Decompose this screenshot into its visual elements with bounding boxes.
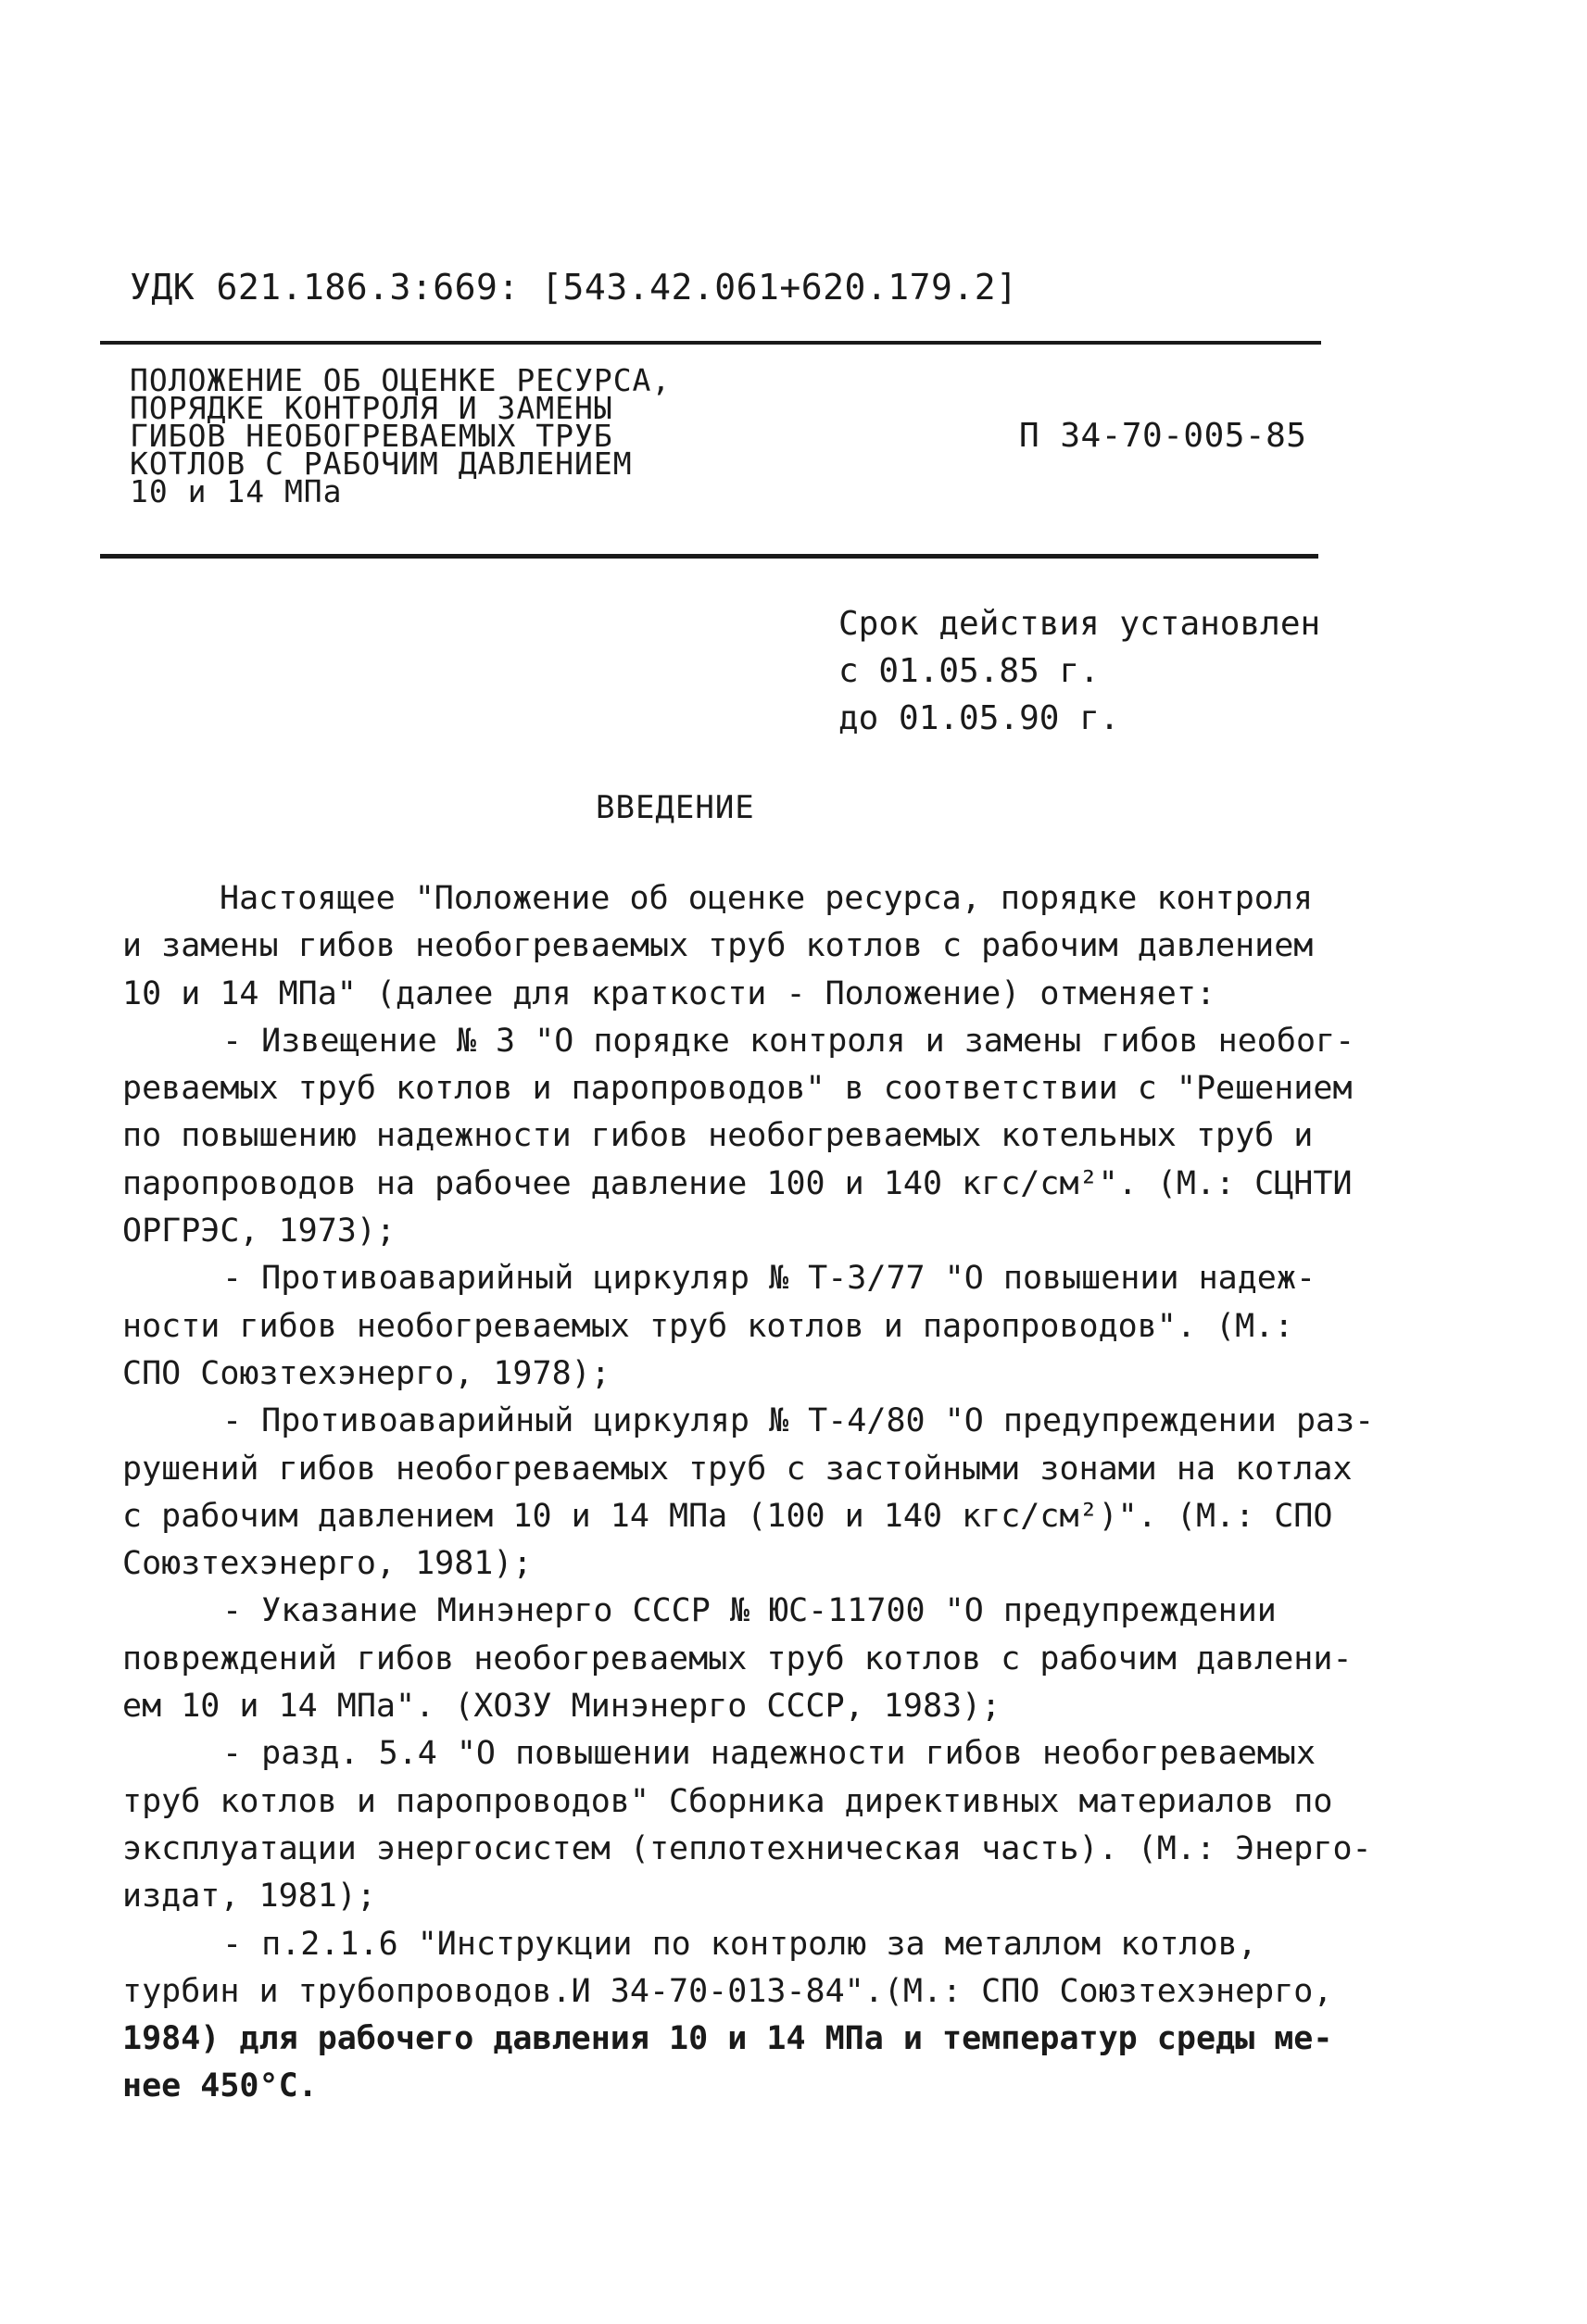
body-line: эксплуатации энергосистем (теплотехническая часть). (М.: Энерго- (122, 1829, 1372, 1867)
body-line: издат, 1981); (122, 1878, 376, 1916)
body-line: - Извещение № 3 "О порядке контроля и замены гибов необог- (222, 1022, 1355, 1060)
body-line: - Противоаварийный циркуляр № Т-3/77 "О повышении надеж- (222, 1260, 1316, 1298)
body-line: турбин и трубопроводов.И 34-70-013-84".(М.: СПО Союзтехэнерго, (122, 1972, 1333, 2010)
body-line: ем 10 и 14 МПа". (ХОЗУ Минэнерго СССР, 1983); (122, 1688, 1001, 1726)
validity-to: до 01.05.90 г. (838, 699, 1120, 737)
body-line: нее 450°С. (122, 2067, 318, 2105)
body-line: рушений гибов необогреваемых труб с застойными зонами на котлах (122, 1450, 1353, 1488)
body-line: ности гибов необогреваемых труб котлов и паропроводов". (М.: (122, 1307, 1294, 1345)
bottom-divider (100, 554, 1318, 559)
body-text (122, 875, 1375, 2111)
body-line: и замены гибов необогреваемых труб котлов с рабочим давлением (122, 927, 1314, 965)
body-line: Союзтехэнерго, 1981); (122, 1545, 533, 1583)
body-line: - Указание Минэнерго СССР № ЮС-11700 "О предупреждении (222, 1592, 1277, 1630)
title-line: КОТЛОВ С РАБОЧИМ ДАВЛЕНИЕМ (130, 446, 633, 482)
top-divider (100, 341, 1321, 345)
body-line: Настоящее "Положение об оценке ресурса, порядке контроля (220, 880, 1314, 917)
body-line: СПО Союзтехэнерго, 1978); (122, 1354, 611, 1392)
body-line: - Противоаварийный циркуляр № Т-4/80 "О предупреждении раз- (222, 1402, 1375, 1440)
validity-period (838, 600, 1320, 742)
validity-from: с 01.05.85 г. (838, 652, 1100, 690)
title-line: 10 и 14 МПа (130, 473, 343, 509)
body-line: паропроводов на рабочее давление 100 и 140 кгс/см²". (М.: СЦНТИ (122, 1164, 1353, 1202)
body-line: - п.2.1.6 "Инструкции по контролю за металлом котлов, (222, 1925, 1257, 1963)
title-line: ПОЛОЖЕНИЕ ОБ ОЦЕНКЕ РЕСУРСА, (130, 362, 672, 398)
document-code: П 34-70-005-85 (1019, 417, 1307, 455)
body-line: с рабочим давлением 10 и 14 МПа (100 и 140 кгс/см²)". (М.: СПО (122, 1497, 1333, 1535)
body-line: 1984) для рабочего давления 10 и 14 МПа и температур среды ме- (122, 2020, 1333, 2058)
body-line: 10 и 14 МПа" (далее для краткости - Положение) отменяет: (122, 974, 1216, 1012)
title-line: ПОРЯДКЕ КОНТРОЛЯ И ЗАМЕНЫ (130, 390, 613, 426)
section-heading: ВВЕДЕНИЕ (596, 789, 755, 826)
body-line: ОРГРЭС, 1973); (122, 1212, 397, 1250)
body-line: труб котлов и паропроводов" Сборника директивных материалов по (122, 1782, 1333, 1820)
body-line: по повышению надежности гибов необогреваемых котельных труб и (122, 1117, 1314, 1155)
body-line: реваемых труб котлов и паропроводов" в соответствии с "Решением (122, 1070, 1353, 1108)
validity-label: Срок действия установлен (838, 605, 1321, 643)
body-line: - разд. 5.4 "О повышении надежности гибов необогреваемых (222, 1735, 1316, 1773)
udk-code: УДК 621.186.3:669: [543.42.061+620.179.2] (130, 267, 1018, 308)
document-title (130, 362, 672, 509)
body-line: повреждений гибов необогреваемых труб котлов с рабочим давлени- (122, 1639, 1353, 1677)
title-line: ГИБОВ НЕОБОГРЕВАЕМЫХ ТРУБ (130, 418, 613, 454)
